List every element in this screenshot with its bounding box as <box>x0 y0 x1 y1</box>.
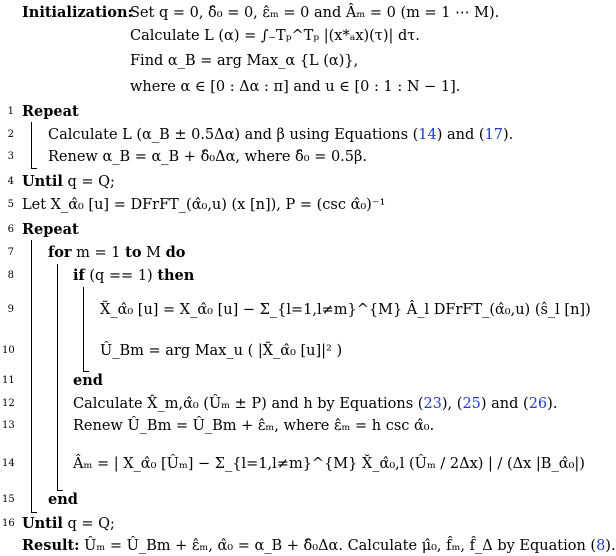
init-line-4: where α ∈ [0 : Δα : π] and u ∈ [0 : 1 : N − 1]. <box>130 79 461 95</box>
eq-ref-17[interactable]: 17 <box>484 127 504 143</box>
init-line-1: Set q = 0, δ̂₀ = 0, ε̂ₘ = 0 and Âₘ = 0 (m = 1 ⋯ M). <box>130 5 500 21</box>
line-4: Until q = Q; <box>22 173 115 190</box>
repeat-bar-1-hook <box>31 168 37 169</box>
if-bar <box>83 287 84 371</box>
result-line: Result: Ûₘ = Û_Bm + ε̂ₘ, α̂₀ = α_B + δ̂₀Δα. Calculate μ̂₀, f̂ₘ, f̂_Δ by Equation (8). <box>22 537 616 554</box>
repeat-bar-2-hook <box>31 512 37 513</box>
eq-ref-25[interactable]: 25 <box>462 396 481 412</box>
line-number: 4 <box>7 176 14 187</box>
eq-ref-14[interactable]: 14 <box>418 127 437 143</box>
line-number: 8 <box>7 270 14 281</box>
init-line-3: Find α_B = arg Max_α {L (α)}, <box>130 53 359 69</box>
line-2: Calculate L (α_B ± 0.5Δα) and β using Equations (14) and (17). <box>48 127 514 143</box>
line-5: Let X_α̂₀ [u] = DFrFT_(α̂₀,u) (x [n]), P = (csc α̂₀)⁻¹ <box>22 197 386 213</box>
repeat-bar-2 <box>31 240 32 512</box>
eq-ref-26[interactable]: 26 <box>528 396 548 412</box>
line-number: 9 <box>7 304 14 315</box>
line-number: 2 <box>7 129 14 140</box>
line-number: 5 <box>7 199 14 210</box>
line-13: Renew Û_Bm = Û_Bm + ε̂ₘ, where ε̂ₘ = h csc α̂₀. <box>73 418 435 434</box>
repeat-bar-1 <box>31 122 32 168</box>
line-9: X̃_α̂₀ [u] = X_α̂₀ [u] − Σ_{l=1,l≠m}^{M} Â_l DFrFT_(α̂₀,u) (ŝ_l [n]) <box>100 302 591 318</box>
line-3: Renew α_B = α_B + δ̂₀Δα, where δ̂₀ = 0.5β. <box>48 149 368 165</box>
line-7: for m = 1 to M do <box>48 244 186 261</box>
eq-ref-8[interactable]: 8 <box>596 538 606 554</box>
line-number: 1 <box>7 106 14 117</box>
line-number: 15 <box>2 494 15 505</box>
line-number: 7 <box>7 247 14 258</box>
repeat-keyword-2: Repeat <box>22 221 79 238</box>
line-8: if (q == 1) then <box>73 267 195 284</box>
init-label: Initialization: <box>22 4 133 21</box>
end-if: end <box>73 372 103 389</box>
line-number: 11 <box>2 375 15 386</box>
line-14: Âₘ = | X_α̂₀ [Ûₘ] − Σ_{l=1,l≠m}^{M} X̆_α̂₀,l (Ûₘ / 2Δx) | / (Δx |B_α̂₀|) <box>73 456 585 472</box>
eq-ref-23[interactable]: 23 <box>423 396 442 412</box>
repeat-keyword-1: Repeat <box>22 103 79 120</box>
line-10: Û_Bm = arg Max_u ( |X̃_α̂₀ [u]|² ) <box>100 343 343 359</box>
line-12: Calculate X̂_m,α̂₀ (Ûₘ ± P) and h by Equations (23), (25) and (26). <box>73 396 558 412</box>
line-number: 12 <box>2 398 15 409</box>
init-line-2: Calculate L (α) = ∫₋Tₚ^Tₚ |(x*ₐx)(τ)| dτ. <box>130 28 420 44</box>
line-number: 16 <box>2 518 15 529</box>
line-number: 10 <box>2 345 15 356</box>
line-number: 14 <box>2 458 15 469</box>
for-bar <box>57 264 58 490</box>
line-16: Until q = Q; <box>22 515 115 532</box>
end-for: end <box>48 491 78 508</box>
line-number: 13 <box>2 420 15 431</box>
line-number: 6 <box>7 224 14 235</box>
line-number: 3 <box>7 151 14 162</box>
